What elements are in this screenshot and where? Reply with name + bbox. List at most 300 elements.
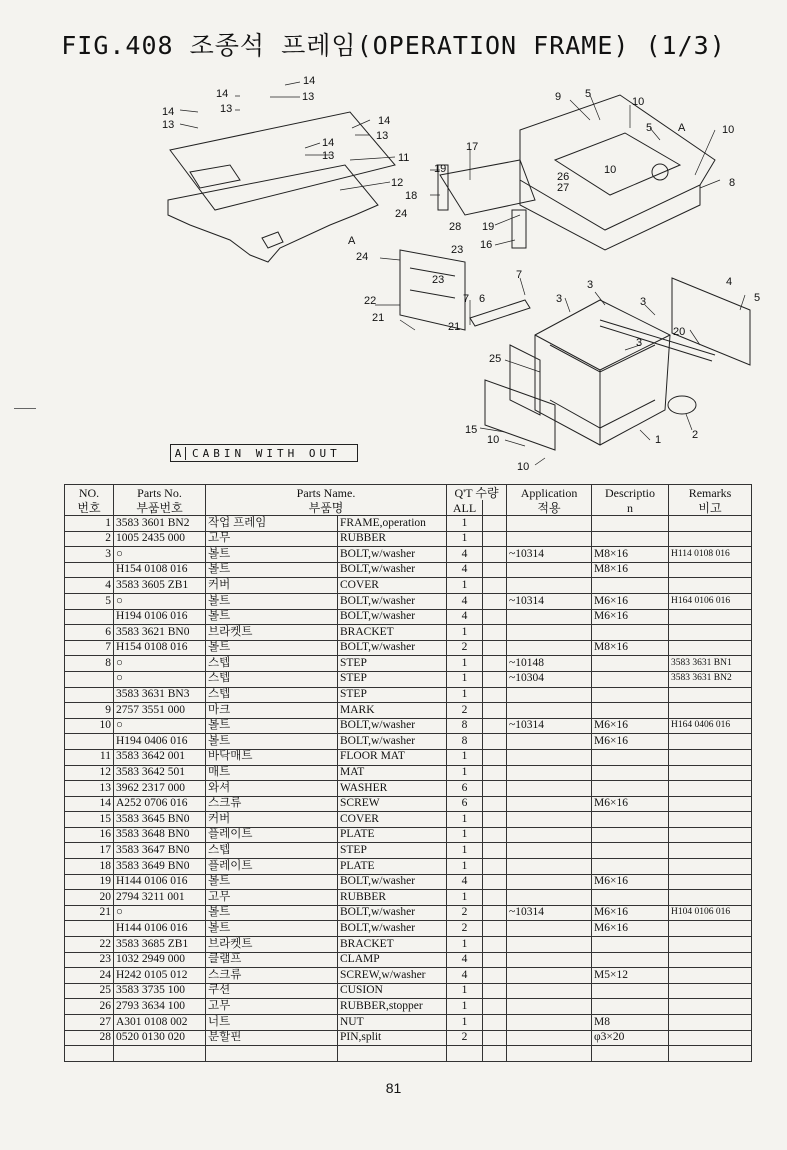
cell-rmk bbox=[669, 1046, 752, 1062]
cell-ko: 볼트 bbox=[206, 874, 338, 890]
callout-label: 24 bbox=[356, 251, 369, 263]
cell-ko: 플레이트 bbox=[206, 827, 338, 843]
callout-label: 10 bbox=[604, 164, 617, 176]
cell-app bbox=[507, 937, 592, 953]
cell-ko: 바닥매트 bbox=[206, 749, 338, 765]
callout-label: 5 bbox=[754, 292, 761, 304]
callout-label: 5 bbox=[646, 122, 653, 134]
cell-en: FRAME,operation bbox=[338, 516, 447, 532]
callout-label: 24 bbox=[395, 208, 408, 220]
callout-label: 20 bbox=[673, 326, 686, 338]
cell-no: 19 bbox=[65, 874, 114, 890]
cell-no: 7 bbox=[65, 640, 114, 656]
cell-blank bbox=[483, 968, 507, 984]
cell-app: ~10314 bbox=[507, 905, 592, 921]
cell-desc: M6×16 bbox=[592, 921, 669, 937]
cell-qty: 6 bbox=[447, 781, 483, 797]
parts-table bbox=[64, 484, 752, 1062]
cell-desc bbox=[592, 671, 669, 687]
table-row bbox=[65, 687, 752, 703]
cell-blank bbox=[483, 593, 507, 609]
floor-mat-outline bbox=[170, 112, 395, 210]
callout-label: 14 bbox=[303, 75, 316, 87]
callout-label: 13 bbox=[302, 91, 315, 103]
cell-rmk bbox=[669, 516, 752, 532]
cell-en: CUSION bbox=[338, 983, 447, 999]
cell-rmk: H164 0406 016 bbox=[669, 718, 752, 734]
cell-app: ~10148 bbox=[507, 656, 592, 672]
cell-no bbox=[65, 609, 114, 625]
callout-label: 15 bbox=[465, 424, 478, 436]
cell-no bbox=[65, 921, 114, 937]
cell-pno: A301 0108 002 bbox=[114, 1015, 206, 1031]
cell-no: 23 bbox=[65, 952, 114, 968]
callout-label: 13 bbox=[376, 130, 389, 142]
cell-app bbox=[507, 890, 592, 906]
cell-blank bbox=[483, 578, 507, 594]
cell-qty: 1 bbox=[447, 749, 483, 765]
callout-label: 14 bbox=[162, 106, 175, 118]
cell-app bbox=[507, 687, 592, 703]
cell-ko: 볼트 bbox=[206, 921, 338, 937]
cell-rmk bbox=[669, 734, 752, 750]
cell-desc: M6×16 bbox=[592, 874, 669, 890]
cell-en: BOLT,w/washer bbox=[338, 547, 447, 563]
callout-label: 8 bbox=[729, 177, 736, 189]
cell-qty: 1 bbox=[447, 516, 483, 532]
cell-en: BRACKET bbox=[338, 625, 447, 641]
callout-label: 16 bbox=[480, 239, 493, 251]
cell-en: STEP bbox=[338, 656, 447, 672]
cell-pno: 2793 3634 100 bbox=[114, 999, 206, 1015]
cell-desc bbox=[592, 625, 669, 641]
callout-label: 5 bbox=[585, 88, 592, 100]
cell-qty: 1 bbox=[447, 656, 483, 672]
cell-qty: 4 bbox=[447, 609, 483, 625]
cell-en: BOLT,w/washer bbox=[338, 874, 447, 890]
cell-en bbox=[338, 1046, 447, 1062]
cell-qty: 1 bbox=[447, 812, 483, 828]
cell-rmk bbox=[669, 890, 752, 906]
cell-no: 21 bbox=[65, 905, 114, 921]
cell-no: 10 bbox=[65, 718, 114, 734]
cell-pno: 1005 2435 000 bbox=[114, 531, 206, 547]
cell-qty: 4 bbox=[447, 952, 483, 968]
cell-pno: 3583 3649 BN0 bbox=[114, 859, 206, 875]
callout-label: 13 bbox=[220, 103, 233, 115]
cell-pno: 3583 3601 BN2 bbox=[114, 516, 206, 532]
cell-blank bbox=[483, 734, 507, 750]
cell-blank bbox=[483, 671, 507, 687]
cell-pno: 3583 3647 BN0 bbox=[114, 843, 206, 859]
cell-en: BOLT,w/washer bbox=[338, 609, 447, 625]
cell-rmk: H114 0108 016 bbox=[669, 547, 752, 563]
cell-ko: 볼트 bbox=[206, 905, 338, 921]
callout-label: 2 bbox=[692, 429, 699, 441]
cell-blank bbox=[483, 890, 507, 906]
cell-pno: 3583 3621 BN0 bbox=[114, 625, 206, 641]
cell-desc: M6×16 bbox=[592, 905, 669, 921]
cell-ko: 스크류 bbox=[206, 968, 338, 984]
cell-app bbox=[507, 796, 592, 812]
cabin-legend-text: CABIN WITH OUT bbox=[192, 446, 341, 460]
callout-label: 6 bbox=[479, 293, 486, 305]
cell-app bbox=[507, 1015, 592, 1031]
cell-rmk bbox=[669, 968, 752, 984]
cell-ko: 스텝 bbox=[206, 656, 338, 672]
table-row bbox=[65, 625, 752, 641]
cell-pno: 3583 3642 001 bbox=[114, 749, 206, 765]
cell-desc: M5×12 bbox=[592, 968, 669, 984]
cell-desc bbox=[592, 578, 669, 594]
callout-label: 13 bbox=[162, 119, 175, 131]
table-row bbox=[65, 890, 752, 906]
cell-blank bbox=[483, 1046, 507, 1062]
cell-app bbox=[507, 749, 592, 765]
cell-qty: 1 bbox=[447, 671, 483, 687]
cell-blank bbox=[483, 983, 507, 999]
cell-ko: 볼트 bbox=[206, 547, 338, 563]
table-row bbox=[65, 703, 752, 719]
cell-rmk bbox=[669, 921, 752, 937]
table-row bbox=[65, 983, 752, 999]
table-row bbox=[65, 516, 752, 532]
col-no: NO. bbox=[65, 485, 114, 501]
cell-app bbox=[507, 516, 592, 532]
cell-desc: M6×16 bbox=[592, 609, 669, 625]
cell-en: BOLT,w/washer bbox=[338, 734, 447, 750]
cell-en: COVER bbox=[338, 812, 447, 828]
cell-pno: ○ bbox=[114, 656, 206, 672]
table-row bbox=[65, 874, 752, 890]
cell-qty: 4 bbox=[447, 874, 483, 890]
cell-en: PLATE bbox=[338, 859, 447, 875]
table-row bbox=[65, 593, 752, 609]
cell-pno: H194 0106 016 bbox=[114, 609, 206, 625]
cell-desc bbox=[592, 749, 669, 765]
cell-desc: M6×16 bbox=[592, 718, 669, 734]
table-header-row bbox=[65, 485, 752, 501]
cell-no: 6 bbox=[65, 625, 114, 641]
callout-label: 12 bbox=[391, 177, 404, 189]
cell-desc bbox=[592, 890, 669, 906]
col-app: Application bbox=[507, 485, 592, 501]
cell-pno: ○ bbox=[114, 905, 206, 921]
callout-label: 11 bbox=[398, 152, 410, 164]
cell-qty: 2 bbox=[447, 1030, 483, 1046]
cell-pno: ○ bbox=[114, 671, 206, 687]
cell-qty: 8 bbox=[447, 734, 483, 750]
cell-qty: 1 bbox=[447, 1015, 483, 1031]
cell-pno: ○ bbox=[114, 718, 206, 734]
callout-label: 26 bbox=[557, 171, 570, 183]
table-row bbox=[65, 578, 752, 594]
cell-blank bbox=[483, 625, 507, 641]
callout-label: 19 bbox=[482, 221, 495, 233]
cell-blank bbox=[483, 562, 507, 578]
cell-app bbox=[507, 531, 592, 547]
cell-ko: 작업 프레임 bbox=[206, 516, 338, 532]
cell-blank bbox=[483, 749, 507, 765]
cell-blank bbox=[483, 718, 507, 734]
cell-app bbox=[507, 983, 592, 999]
cell-blank bbox=[483, 516, 507, 532]
cell-blank bbox=[483, 859, 507, 875]
cell-qty: 4 bbox=[447, 562, 483, 578]
table-row bbox=[65, 812, 752, 828]
callout-label: 28 bbox=[449, 221, 462, 233]
callout-label: 21 bbox=[372, 312, 385, 324]
cell-blank bbox=[483, 812, 507, 828]
cell-rmk bbox=[669, 937, 752, 953]
callout-label: 14 bbox=[216, 88, 229, 100]
cell-qty: 1 bbox=[447, 890, 483, 906]
cell-en: BOLT,w/washer bbox=[338, 718, 447, 734]
cell-qty: 1 bbox=[447, 983, 483, 999]
cell-app bbox=[507, 765, 592, 781]
mat-slot bbox=[262, 232, 283, 248]
cell-rmk bbox=[669, 812, 752, 828]
cell-blank bbox=[483, 765, 507, 781]
table-row bbox=[65, 671, 752, 687]
cell-desc bbox=[592, 765, 669, 781]
cell-en: RUBBER bbox=[338, 531, 447, 547]
cell-qty: 6 bbox=[447, 796, 483, 812]
cell-blank bbox=[483, 921, 507, 937]
callout-label: 10 bbox=[722, 124, 735, 136]
cell-ko: 스텝 bbox=[206, 843, 338, 859]
cell-no bbox=[65, 734, 114, 750]
callout-label: 1 bbox=[655, 434, 662, 446]
cell-qty bbox=[447, 1046, 483, 1062]
cell-rmk bbox=[669, 687, 752, 703]
cell-app bbox=[507, 968, 592, 984]
cell-pno: ○ bbox=[114, 593, 206, 609]
cell-rmk: 3583 3631 BN2 bbox=[669, 671, 752, 687]
table-row bbox=[65, 1015, 752, 1031]
floor-mat-inner bbox=[190, 165, 240, 188]
cell-en: RUBBER bbox=[338, 890, 447, 906]
exploded-parts-diagram bbox=[0, 0, 787, 480]
cell-app bbox=[507, 827, 592, 843]
upper-frame bbox=[520, 95, 715, 230]
table-row bbox=[65, 952, 752, 968]
cell-app bbox=[507, 999, 592, 1015]
cell-pno: 3583 3648 BN0 bbox=[114, 827, 206, 843]
cell-qty: 2 bbox=[447, 640, 483, 656]
cell-en: BOLT,w/washer bbox=[338, 905, 447, 921]
cell-app: ~10304 bbox=[507, 671, 592, 687]
cell-rmk bbox=[669, 531, 752, 547]
callout-label: 25 bbox=[489, 353, 502, 365]
cell-no: 20 bbox=[65, 890, 114, 906]
cell-desc bbox=[592, 781, 669, 797]
cell-desc: M8 bbox=[592, 1015, 669, 1031]
cell-rmk bbox=[669, 874, 752, 890]
margin-tick bbox=[14, 408, 36, 409]
cell-desc bbox=[592, 531, 669, 547]
cell-rmk bbox=[669, 1015, 752, 1031]
cell-en: SCREW,w/washer bbox=[338, 968, 447, 984]
table-row bbox=[65, 827, 752, 843]
cell-no: 5 bbox=[65, 593, 114, 609]
table-row bbox=[65, 718, 752, 734]
cell-no: 16 bbox=[65, 827, 114, 843]
cell-desc: M6×16 bbox=[592, 593, 669, 609]
cell-pno: H154 0108 016 bbox=[114, 640, 206, 656]
cell-pno: H242 0105 012 bbox=[114, 968, 206, 984]
cell-ko: 스텝 bbox=[206, 671, 338, 687]
callout-label: 7 bbox=[463, 293, 470, 305]
callout-label: 13 bbox=[322, 150, 335, 162]
cell-pno: 2757 3551 000 bbox=[114, 703, 206, 719]
table-row bbox=[65, 1046, 752, 1062]
cell-app bbox=[507, 1046, 592, 1062]
cell-app bbox=[507, 640, 592, 656]
cell-app: ~10314 bbox=[507, 593, 592, 609]
table-row bbox=[65, 547, 752, 563]
cell-pno bbox=[114, 1046, 206, 1062]
cell-ko: 브라켓트 bbox=[206, 625, 338, 641]
cell-rmk: H164 0106 016 bbox=[669, 593, 752, 609]
callout-label: 23 bbox=[432, 274, 445, 286]
table-row bbox=[65, 937, 752, 953]
cell-ko: 매트 bbox=[206, 765, 338, 781]
table-row bbox=[65, 640, 752, 656]
callout-label: 18 bbox=[405, 190, 418, 202]
table-row bbox=[65, 765, 752, 781]
side-bracket bbox=[400, 250, 465, 330]
cell-en: STEP bbox=[338, 671, 447, 687]
cell-blank bbox=[483, 640, 507, 656]
cell-app bbox=[507, 578, 592, 594]
cell-ko: 마크 bbox=[206, 703, 338, 719]
cell-ko: 클램프 bbox=[206, 952, 338, 968]
cell-en: BOLT,w/washer bbox=[338, 562, 447, 578]
cell-blank bbox=[483, 1030, 507, 1046]
cell-no: 18 bbox=[65, 859, 114, 875]
cell-qty: 4 bbox=[447, 547, 483, 563]
cell-desc: M8×16 bbox=[592, 640, 669, 656]
cell-pno: 0520 0130 020 bbox=[114, 1030, 206, 1046]
cell-qty: 1 bbox=[447, 765, 483, 781]
cell-desc bbox=[592, 937, 669, 953]
cell-pno: ○ bbox=[114, 547, 206, 563]
cell-no: 13 bbox=[65, 781, 114, 797]
cell-ko: 분할핀 bbox=[206, 1030, 338, 1046]
table-row bbox=[65, 734, 752, 750]
cell-app bbox=[507, 734, 592, 750]
cell-ko: 고무 bbox=[206, 999, 338, 1015]
cell-desc: M6×16 bbox=[592, 796, 669, 812]
cell-desc bbox=[592, 656, 669, 672]
cell-rmk bbox=[669, 952, 752, 968]
callout-label: 10 bbox=[517, 461, 530, 473]
cell-pno: 3583 3642 501 bbox=[114, 765, 206, 781]
table-row bbox=[65, 905, 752, 921]
cell-pno: H154 0108 016 bbox=[114, 562, 206, 578]
cell-ko: 와셔 bbox=[206, 781, 338, 797]
callout-label: 9 bbox=[555, 91, 562, 103]
table-row bbox=[65, 999, 752, 1015]
cell-qty: 1 bbox=[447, 859, 483, 875]
cell-ko: 볼트 bbox=[206, 640, 338, 656]
cell-desc bbox=[592, 827, 669, 843]
cell-desc bbox=[592, 1046, 669, 1062]
col-remarks: Remarks bbox=[669, 485, 752, 501]
cell-pno: H144 0106 016 bbox=[114, 921, 206, 937]
cell-no bbox=[65, 1046, 114, 1062]
callout-label: 7 bbox=[516, 269, 523, 281]
cell-qty: 2 bbox=[447, 921, 483, 937]
cell-no: 2 bbox=[65, 531, 114, 547]
cell-blank bbox=[483, 952, 507, 968]
cell-rmk bbox=[669, 843, 752, 859]
cell-en: MAT bbox=[338, 765, 447, 781]
step-plate bbox=[440, 160, 535, 215]
cell-blank bbox=[483, 874, 507, 890]
cell-ko: 볼트 bbox=[206, 562, 338, 578]
pipe bbox=[600, 320, 715, 361]
cell-no: 24 bbox=[65, 968, 114, 984]
callout-label: 22 bbox=[364, 295, 377, 307]
cell-qty: 1 bbox=[447, 625, 483, 641]
cell-qty: 1 bbox=[447, 999, 483, 1015]
cell-en: COVER bbox=[338, 578, 447, 594]
col-remarks-ko: 비고 bbox=[669, 500, 752, 516]
cell-blank bbox=[483, 827, 507, 843]
cell-ko: 스크류 bbox=[206, 796, 338, 812]
cell-pno: 2794 3211 001 bbox=[114, 890, 206, 906]
cell-qty: 1 bbox=[447, 827, 483, 843]
cell-ko: 고무 bbox=[206, 531, 338, 547]
cell-desc bbox=[592, 983, 669, 999]
cell-en: NUT bbox=[338, 1015, 447, 1031]
cell-en: CLAMP bbox=[338, 952, 447, 968]
table-row bbox=[65, 781, 752, 797]
cell-ko: 브라켓트 bbox=[206, 937, 338, 953]
col-name: Parts Name. bbox=[206, 485, 447, 501]
cell-app bbox=[507, 859, 592, 875]
cell-rmk bbox=[669, 781, 752, 797]
cell-desc: φ3×20 bbox=[592, 1030, 669, 1046]
callout-label: 3 bbox=[636, 337, 643, 349]
cell-blank bbox=[483, 781, 507, 797]
callout-label: 19 bbox=[434, 163, 447, 175]
col-qty-all: ALL bbox=[447, 500, 483, 516]
cell-en: PLATE bbox=[338, 827, 447, 843]
cell-app bbox=[507, 703, 592, 719]
cell-rmk bbox=[669, 859, 752, 875]
callout-label: 21 bbox=[448, 321, 461, 333]
cell-pno: 3583 3735 100 bbox=[114, 983, 206, 999]
cell-desc bbox=[592, 952, 669, 968]
mat-outline bbox=[168, 165, 378, 262]
cell-pno: A252 0706 016 bbox=[114, 796, 206, 812]
cell-desc bbox=[592, 812, 669, 828]
col-qty: Q'T 수량 bbox=[447, 485, 507, 501]
cell-no: 8 bbox=[65, 656, 114, 672]
cell-qty: 2 bbox=[447, 905, 483, 921]
cell-ko: 볼트 bbox=[206, 593, 338, 609]
cell-blank bbox=[483, 609, 507, 625]
table-row bbox=[65, 749, 752, 765]
table-row bbox=[65, 562, 752, 578]
cell-rmk bbox=[669, 983, 752, 999]
cell-ko: 볼트 bbox=[206, 718, 338, 734]
callout-label: 17 bbox=[466, 141, 479, 153]
cell-no: 26 bbox=[65, 999, 114, 1015]
